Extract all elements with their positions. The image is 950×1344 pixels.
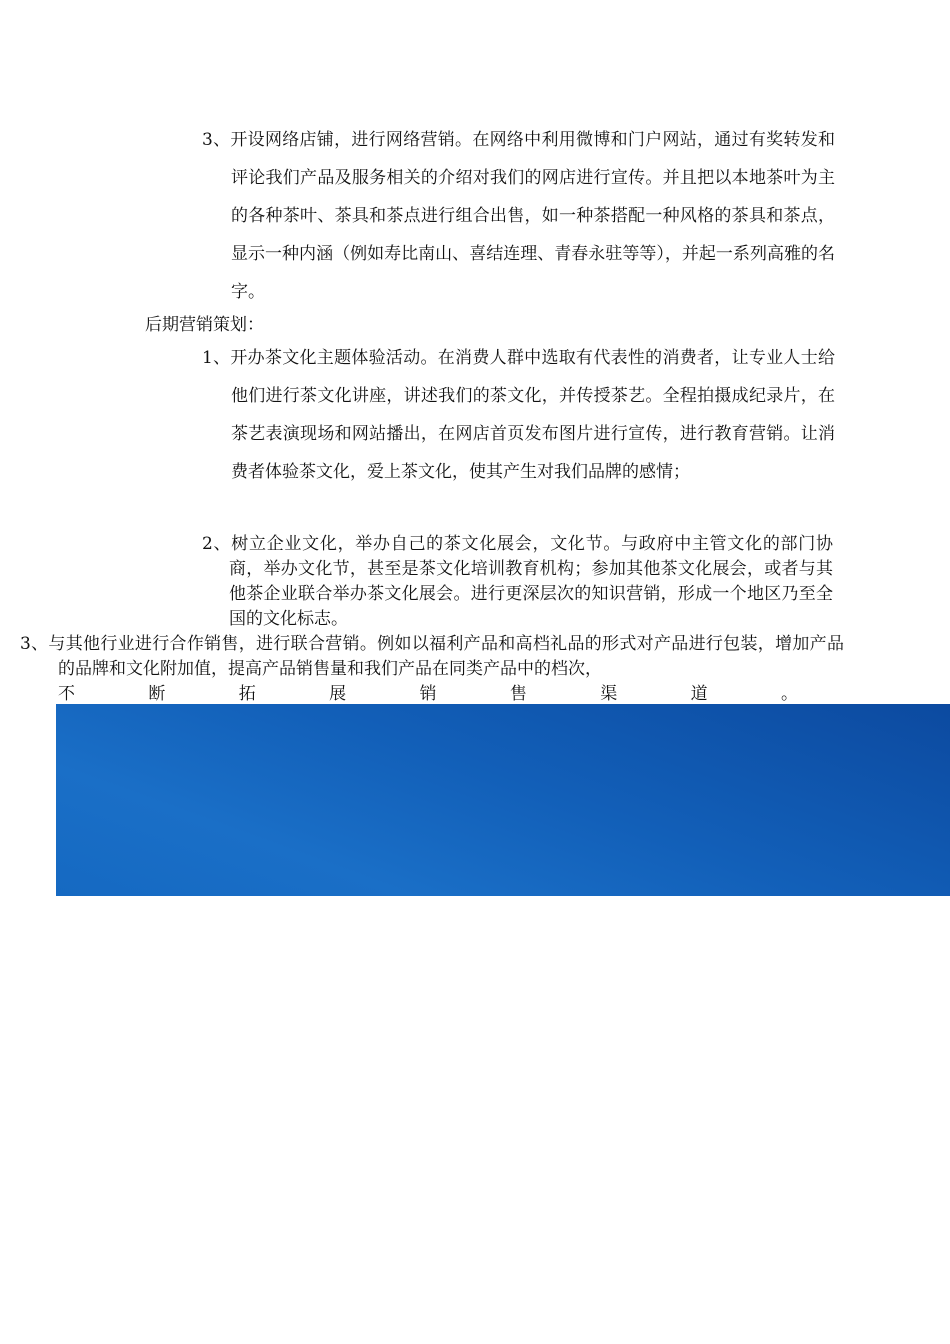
section-heading-later-marketing: 后期营销策划： — [145, 315, 264, 335]
last-line-char: 渠 — [600, 684, 618, 704]
last-line-char: 销 — [419, 684, 437, 704]
paragraph-last-line — [58, 682, 798, 704]
last-line-char: 不 — [58, 684, 75, 704]
last-line-char: 。 — [781, 684, 798, 704]
last-line-char: 拓 — [238, 684, 256, 704]
paragraph-online-store: 3、开设网络店铺，进行网络营销。在网络中利用微博和门户网站，通过有奖转发和评论我们产品及服务相关的介绍对我们的网店进行宣传。并且把以本地茶叶为主的各种茶叶、茶具和茶点进行组合出售，如一种茶搭配一种风格的茶具和茶点，显示一种内涵（例如寿比南山、喜结连理、青春永驻等等），并起一系列高雅的名字。 — [202, 130, 835, 302]
last-line-char: 断 — [148, 684, 166, 704]
last-line-char: 售 — [509, 684, 527, 704]
paragraph-tea-culture-experience: 1、开办茶文化主题体验活动。在消费人群中选取有代表性的消费者，让专业人士给他们进行茶文化讲座，讲述我们的茶文化，并传授茶艺。全程拍摄成纪录片，在茶艺表演现场和网站播出，在网店首页发布图片进行宣传，进行教育营销。让消费者体验茶文化，爱上茶文化，使其产生对我们品牌的感情； — [202, 348, 835, 482]
last-line-char: 展 — [329, 684, 347, 704]
last-line-char: 道 — [690, 684, 708, 704]
blue-banner-image — [56, 704, 950, 896]
paragraph-corporate-culture: 2、树立企业文化，举办自己的茶文化展会，文化节。与政府中主管文化的部门协商，举办文化节，甚至是茶文化培训教育机构；参加其他茶文化展会，或者与其他茶企业联合举办茶文化展会。进行更深层次的知识营销，形成一个地区乃至全国的文化标志。 — [202, 534, 833, 629]
paragraph-joint-marketing: 3、与其他行业进行合作销售，进行联合营销。例如以福利产品和高档礼品的形式对产品进行包装，增加产品的品牌和文化附加值，提高产品销售量和我们产品在同类产品中的档次， — [20, 634, 844, 679]
